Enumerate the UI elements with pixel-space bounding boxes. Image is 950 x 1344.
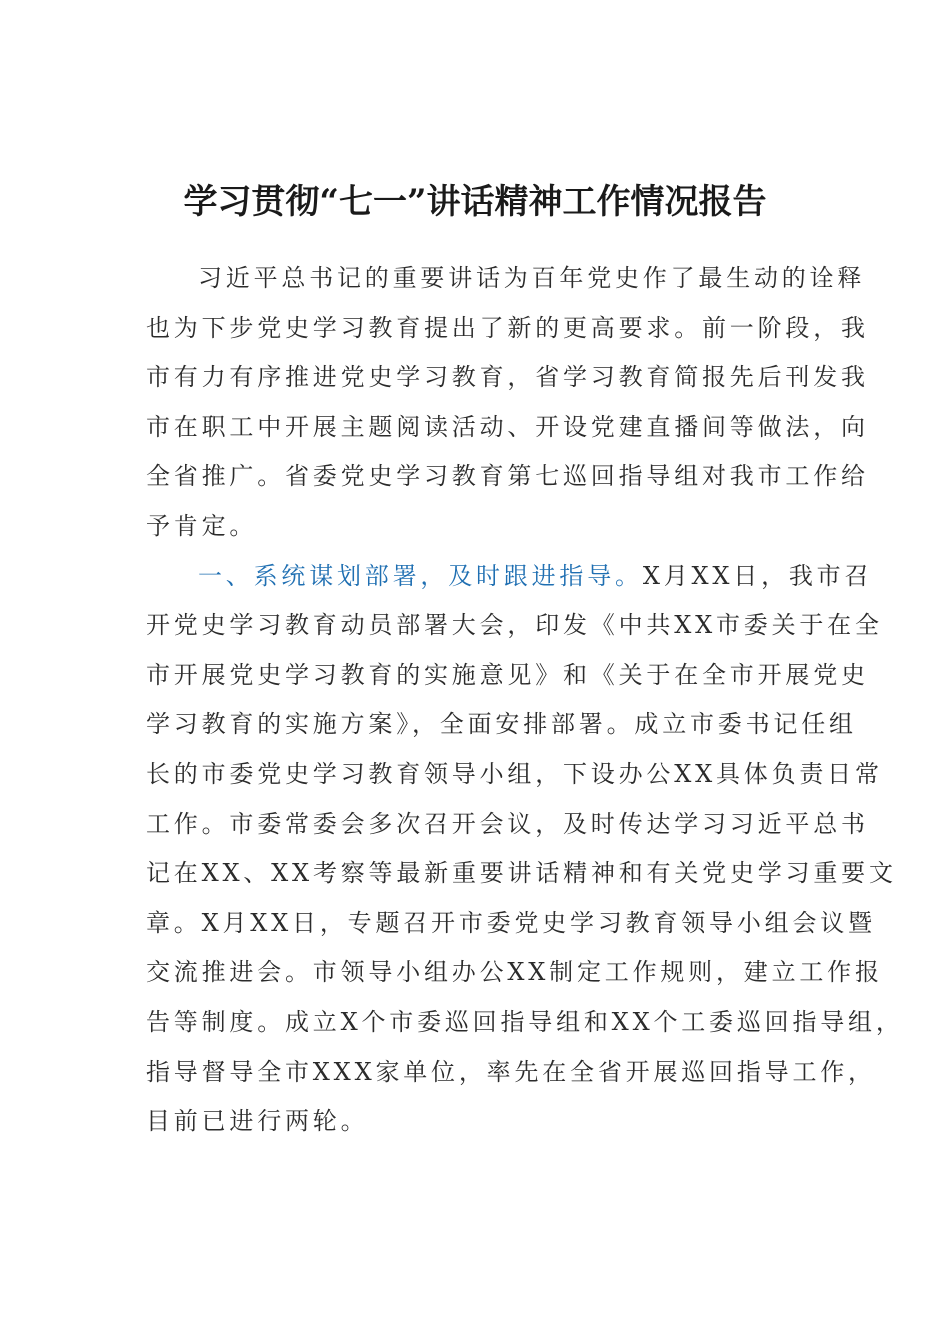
paragraph-1-line-6: 予肯定。 [146, 511, 258, 540]
section-1-line-9: 交流推进会。市领导小组办公XX制定工作规则，建立工作报 [146, 958, 883, 987]
section-1-line-12: 目前已进行两轮。 [146, 1107, 369, 1136]
section-1-first-line [146, 552, 873, 602]
section-1-line-7: 记在XX、XX考察等最新重要讲话精神和有关党史学习重要文 [146, 859, 897, 888]
section-1-heading: 一、系统谋划部署，及时跟进指导。 [198, 561, 643, 590]
section-1-line-4: 学习教育的实施方案》，全面安排部署。成立市委书记任组 [146, 710, 857, 739]
section-1-first-line-text: X月XX日，我市召 [642, 561, 873, 590]
paragraph-1-line-4: 市在职工中开展主题阅读活动、开设党建直播间等做法，向 [146, 412, 869, 441]
section-1-line-8: 章。X月XX日，专题召开市委党史学习教育领导小组会议暨 [146, 908, 876, 937]
paragraph-1-line-3: 市有力有序推进党史学习教育，省学习教育简报先后刊发我 [146, 363, 869, 392]
section-1-line-11: 指导督导全市XXX家单位，率先在全省开展巡回指导工作， [146, 1057, 876, 1086]
section-1-line-2: 开党史学习教育动员部署大会，印发《中共XX市委关于在全 [146, 611, 883, 640]
paragraph-1-line-2: 也为下步党史学习教育提出了新的更高要求。前一阶段，我 [146, 313, 869, 342]
document-body [146, 254, 904, 1147]
paragraph-1-line-1: 习近平总书记的重要讲话为百年党史作了最生动的诠释 [198, 264, 866, 292]
section-1-line-6: 工作。市委常委会多次召开会议，及时传达学习习近平总书 [146, 809, 869, 838]
paragraph-1-line-5: 全省推广。省委党史学习教育第七巡回指导组对我市工作给 [146, 462, 869, 491]
section-1-line-5: 长的市委党史学习教育领导小组，下设办公XX具体负责日常 [146, 759, 883, 788]
document-title: 学习贯彻“七一”讲话精神工作情况报告 [183, 182, 767, 222]
section-1-line-3: 市开展党史学习教育的实施意见》和《关于在全市开展党史 [146, 660, 869, 689]
section-1-line-10: 告等制度。成立X个市委巡回指导组和XX个工委巡回指导组， [146, 1007, 904, 1036]
